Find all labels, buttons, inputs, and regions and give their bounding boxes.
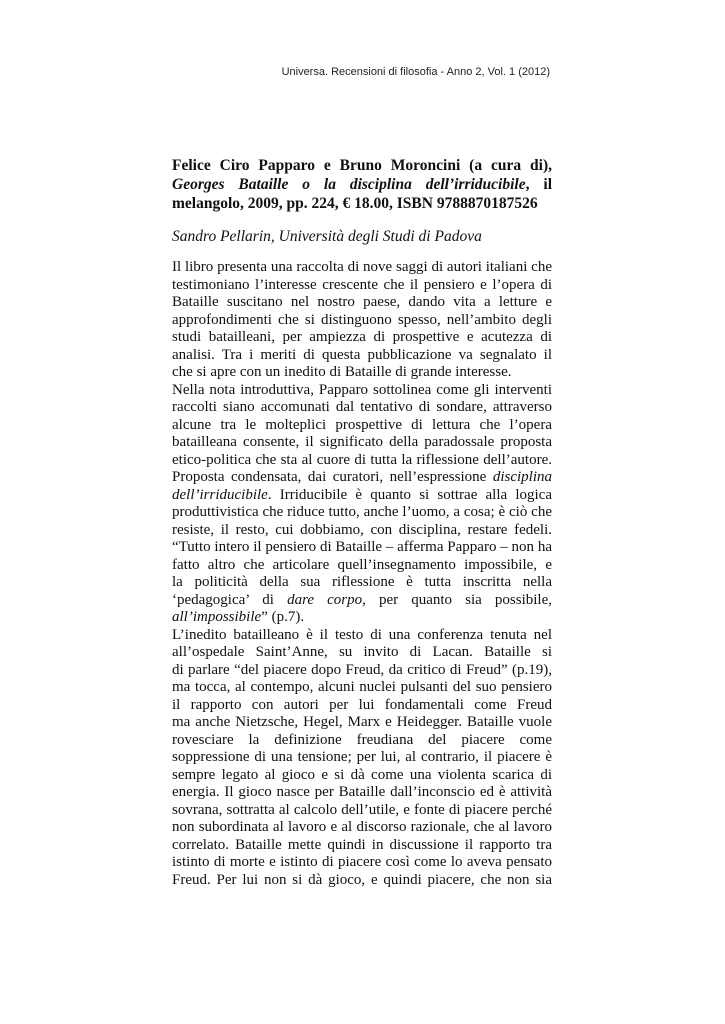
body-line: Il libro presenta una raccolta di nove saggi di autori italiani che [172, 259, 552, 275]
body-line [172, 487, 552, 505]
body-italic-run: all’impossibile [172, 609, 262, 625]
body-line: Nella nota introduttiva, Papparo sottolinea come gli interventi [172, 381, 552, 398]
body-line: soppressione di una tensione; per lui, al contrario, il piacere è [172, 749, 552, 765]
body-text-run: ” (p.7). [261, 609, 305, 625]
title-authors: Felice Ciro Papparo e Bruno Moroncini (a cura di), [172, 157, 552, 174]
body-line: sempre legato al gioco e si dà come una violenta scarica di [172, 766, 552, 783]
body-line: ma anche Nietzsche, Hegel, Marx e Heidegger. Bataille vuole [172, 714, 552, 730]
body-line: alcune tra le molteplici prospettive di lettura che l’opera [172, 416, 552, 433]
body-line: istinto di morte e istinto di piacere così come lo aveva pensato [172, 854, 552, 870]
body-line: approfondimenti che si distinguono spesso, nell’ambito degli [172, 311, 552, 328]
body-text-run: Proposta condensata, dai curatori, nell’espressione [172, 469, 487, 485]
running-header: Universa. Recensioni di filosofia - Anno 2, Vol. 1 (2012) [281, 66, 550, 78]
body-line: L’inedito batailleano è il testo di una conferenza tenuta nel [172, 626, 552, 643]
title-isbn: pp. 224, € 18.00, ISBN 9788870187526 [286, 195, 538, 212]
review-body [172, 259, 552, 889]
body-text-run: . Irriducibile è quanto si sottrae alla logica [267, 486, 552, 503]
body-line [172, 469, 552, 487]
body-line: etico-politica che sta al cuore di tutta la riflessione dell’autore. [172, 451, 552, 468]
body-line [172, 592, 552, 610]
body-line: che si apre con un inedito di Bataille di grande interesse. [172, 364, 512, 380]
body-line: correlato. Bataille mette quindi in discussione il rapporto tra [172, 836, 552, 853]
body-line [172, 609, 552, 627]
title-book-part2: Bataille o la disciplina dell’irriducibile [238, 176, 526, 193]
reviewer-affiliation: Sandro Pellarin, Università degli Studi di Padova [172, 228, 482, 245]
body-line: produttivistica che riduce tutto, anche l’uomo, a cosa; è ciò che [172, 504, 552, 520]
body-line: non subordinata al lavoro e al discorso razionale, che al lavoro [172, 819, 552, 835]
body-text-run: , per quanto sia possibile, [362, 591, 552, 608]
body-line: analisi. Tra i meriti di questa pubblicazione va segnalato il [172, 346, 552, 363]
body-line: ma tocca, al contempo, alcuni nuclei pulsanti del suo pensiero [172, 679, 552, 695]
body-line: testimoniano l’interesse crescente che il pensiero e l’opera di [172, 276, 552, 293]
body-italic-run: dell’irriducibile [172, 486, 268, 503]
body-line: energia. Il gioco nasce per Bataille dall’inconscio ed è attività [172, 784, 552, 800]
body-line: studi batailleani, per ampiezza di prospettive e acutezza di [172, 329, 552, 345]
body-line: rovesciare la definizione freudiana del piacere come [172, 731, 552, 748]
body-italic-run: dare corpo [287, 591, 363, 608]
body-line: Freud. Per lui non si dà gioco, e quindi piacere, che non sia [172, 871, 552, 888]
body-line: batailleana consente, il significato della paradossale proposta [172, 434, 552, 450]
body-line: Bataille suscitano nel nostro paese, dando vita a letture e [172, 294, 552, 310]
body-line: raccolti siano accomunati dal tentativo di sondare, attraverso [172, 399, 552, 415]
body-line: il rapporto con autori per lui fondamentali come Freud [172, 696, 552, 713]
body-italic-run: disciplina [492, 469, 552, 485]
body-line: sovrana, sottratta al calcolo dell’utile, e fonte di piacere perché [172, 801, 552, 818]
body-text-run: ‘pedagogica’ di [172, 591, 274, 608]
title-book-part1: Georges [172, 176, 225, 193]
title-publisher: , il melangolo, 2009, [172, 176, 553, 212]
body-line: resiste, il resto, cui dobbiamo, con disciplina, restare fedeli. [172, 521, 552, 538]
review-title [172, 156, 552, 213]
body-line: la politicità della sua riflessione è tutta inscritta nella [172, 574, 552, 590]
body-line: “Tutto intero il pensiero di Bataille – afferma Papparo – non ha [172, 539, 552, 555]
body-line: fatto altro che articolare quell’insegnamento impossibile, e [172, 556, 552, 573]
body-line: all’ospedale Saint’Anne, su invito di Lacan. Bataille si [172, 644, 552, 660]
body-line: di parlare “del piacere dopo Freud, da critico di Freud” (p.19), [172, 661, 552, 678]
